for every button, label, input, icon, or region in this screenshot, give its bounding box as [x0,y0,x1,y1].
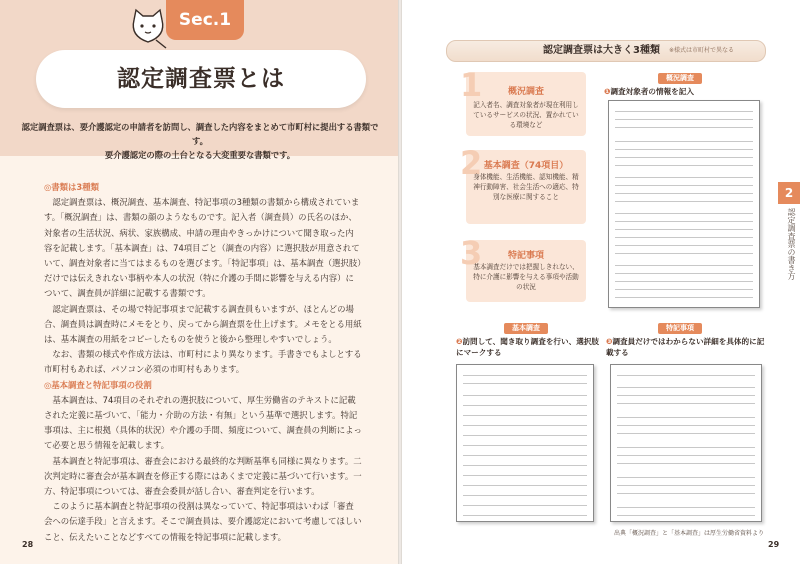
type-item-number: 3 [460,234,483,272]
lead-line-1: 認定調査票は、要介護認定の申請者を訪問し、調査した内容をまとめて市町村に提出する書類です。 [21,122,379,146]
form3-caption: ❸調査員だけではわからない詳細を具体的に記載する [606,337,765,357]
chapter-number: 2 [778,182,800,204]
type-item-3 [460,234,586,302]
types-header [446,40,766,62]
cat-mascot-icon [126,6,170,50]
paragraph-5: 基本調査と特記事項は、審査会における最終的な判断基準も同様に異なります。二次判定時に審査会が基本調査を修正する際にはあくまで定義に基づいて行います。一方、特記事項については、審査会委員が話し合い、審査判定を行います。 [44,455,362,497]
form2-label: 基本調査 [504,323,548,334]
section-tab: Sec.1 [166,0,244,40]
lead-text [20,120,380,162]
type-item-number: 2 [460,144,483,182]
paragraph-3: なお、書類の様式や作成方法は、市町村により異なります。手書きでもよしとする市町村もあれば、パソコン必須の市町村もあります。 [44,349,362,375]
type-item-title: 基本調査（74項目） [483,161,569,171]
type-item-desc: 基本調査だけでは把握しきれない、特に介護に影響を与える事項や活動の状況 [473,263,579,291]
right-page [400,0,800,564]
lead-line-2: 要介護認定の際の土台となる大変重要な書類です。 [104,150,296,160]
form1-label: 概況調査 [658,73,702,84]
type-item-title: 概況調査 [507,87,544,97]
form2-caption: ❷訪問して、聞き取り調査を行い、選択肢にマークする [456,337,599,357]
page-title: 認定調査票とは [36,50,366,108]
form2-thumbnail [456,364,594,522]
page-number-left: 28 [22,540,34,549]
type-item-desc: 身体機能、生活機能、認知機能、精神行動障害、社会生活への適応、特別な医療に関すること [473,173,579,201]
source-note: 出典「概況調査」と「基本調査」は厚生労働省資料より [614,530,765,537]
body-text [44,180,362,545]
heading-three-documents: ◎書類は3種類 [44,182,100,192]
types-header-note: ※様式は市町村で異なる [669,47,735,54]
paragraph-2: 認定調査票は、その場で特記事項まで記載する調査員もいますが、ほとんどの場合、調査員は調査時にメモをとり、戻ってから調査票を仕上げます。メモをとる用紙は、基本調査の用紙をコピーしたものを使うと後から整理しやすいでしょう。 [44,303,362,345]
type-item-1 [460,66,586,136]
form3-label: 特記事項 [658,323,702,334]
type-item-2 [460,144,586,224]
paragraph-6: このように基本調査と特記事項の役割は異なっていて、特記事項はいわば「審査会への伝達手段」と言えます。そこで調査員は、要介護認定において考慮してほしいこと、伝えたいことなどすべての情報を特記事項に記載します。 [44,501,362,542]
type-item-desc: 記入者名、調査対象者が現在利用しているサービスの状況、置かれている環境など [473,101,579,129]
form1-caption: ❶調査対象者の情報を記入 [604,87,694,96]
form3-thumbnail [610,364,762,522]
form1-thumbnail [608,100,760,308]
page-number-right: 29 [768,540,780,549]
heading-roles: ◎基本調査と特記事項の役割 [44,379,152,390]
types-header-title: 認定調査票は大きく3種類 [543,45,660,56]
paragraph-1: 認定調査票は、概況調査、基本調査、特記事項の3種類の書類から構成されています。「概況調査」は、書類の顔のようなものです。記入者（調査員）の氏名のほか、対象者の生活状況、病状、家族構成、申請の理由やきっかけについて聞き取った内容を記載します。「基本調査」は、74項目ごと（調査の内容）に選択肢が用意されていて、調査対象者に当てはまるものを選びます。「特記事項」は、基本調査（選択肢）だけでは伝えきれない事柄や本人の状況（特に介護の手間に影響を与える内容）について、調査員が詳細に記載する書類です。 [44,197,362,299]
chapter-title: 認定調査票の書き方 [787,208,796,280]
type-item-number: 1 [460,66,483,104]
paragraph-4: 基本調査は、74項目のそれぞれの選択肢について、厚生労働省のテキストに記載された定義に基づいて、「能力・介助の方法・有無」という基準で選択します。特記事項は、主に根拠（具体的状況）や介護の手間、頻度について、調査員の判断によって必要と思う情報を記載します。 [44,394,362,451]
type-item-title: 特記事項 [507,251,544,261]
